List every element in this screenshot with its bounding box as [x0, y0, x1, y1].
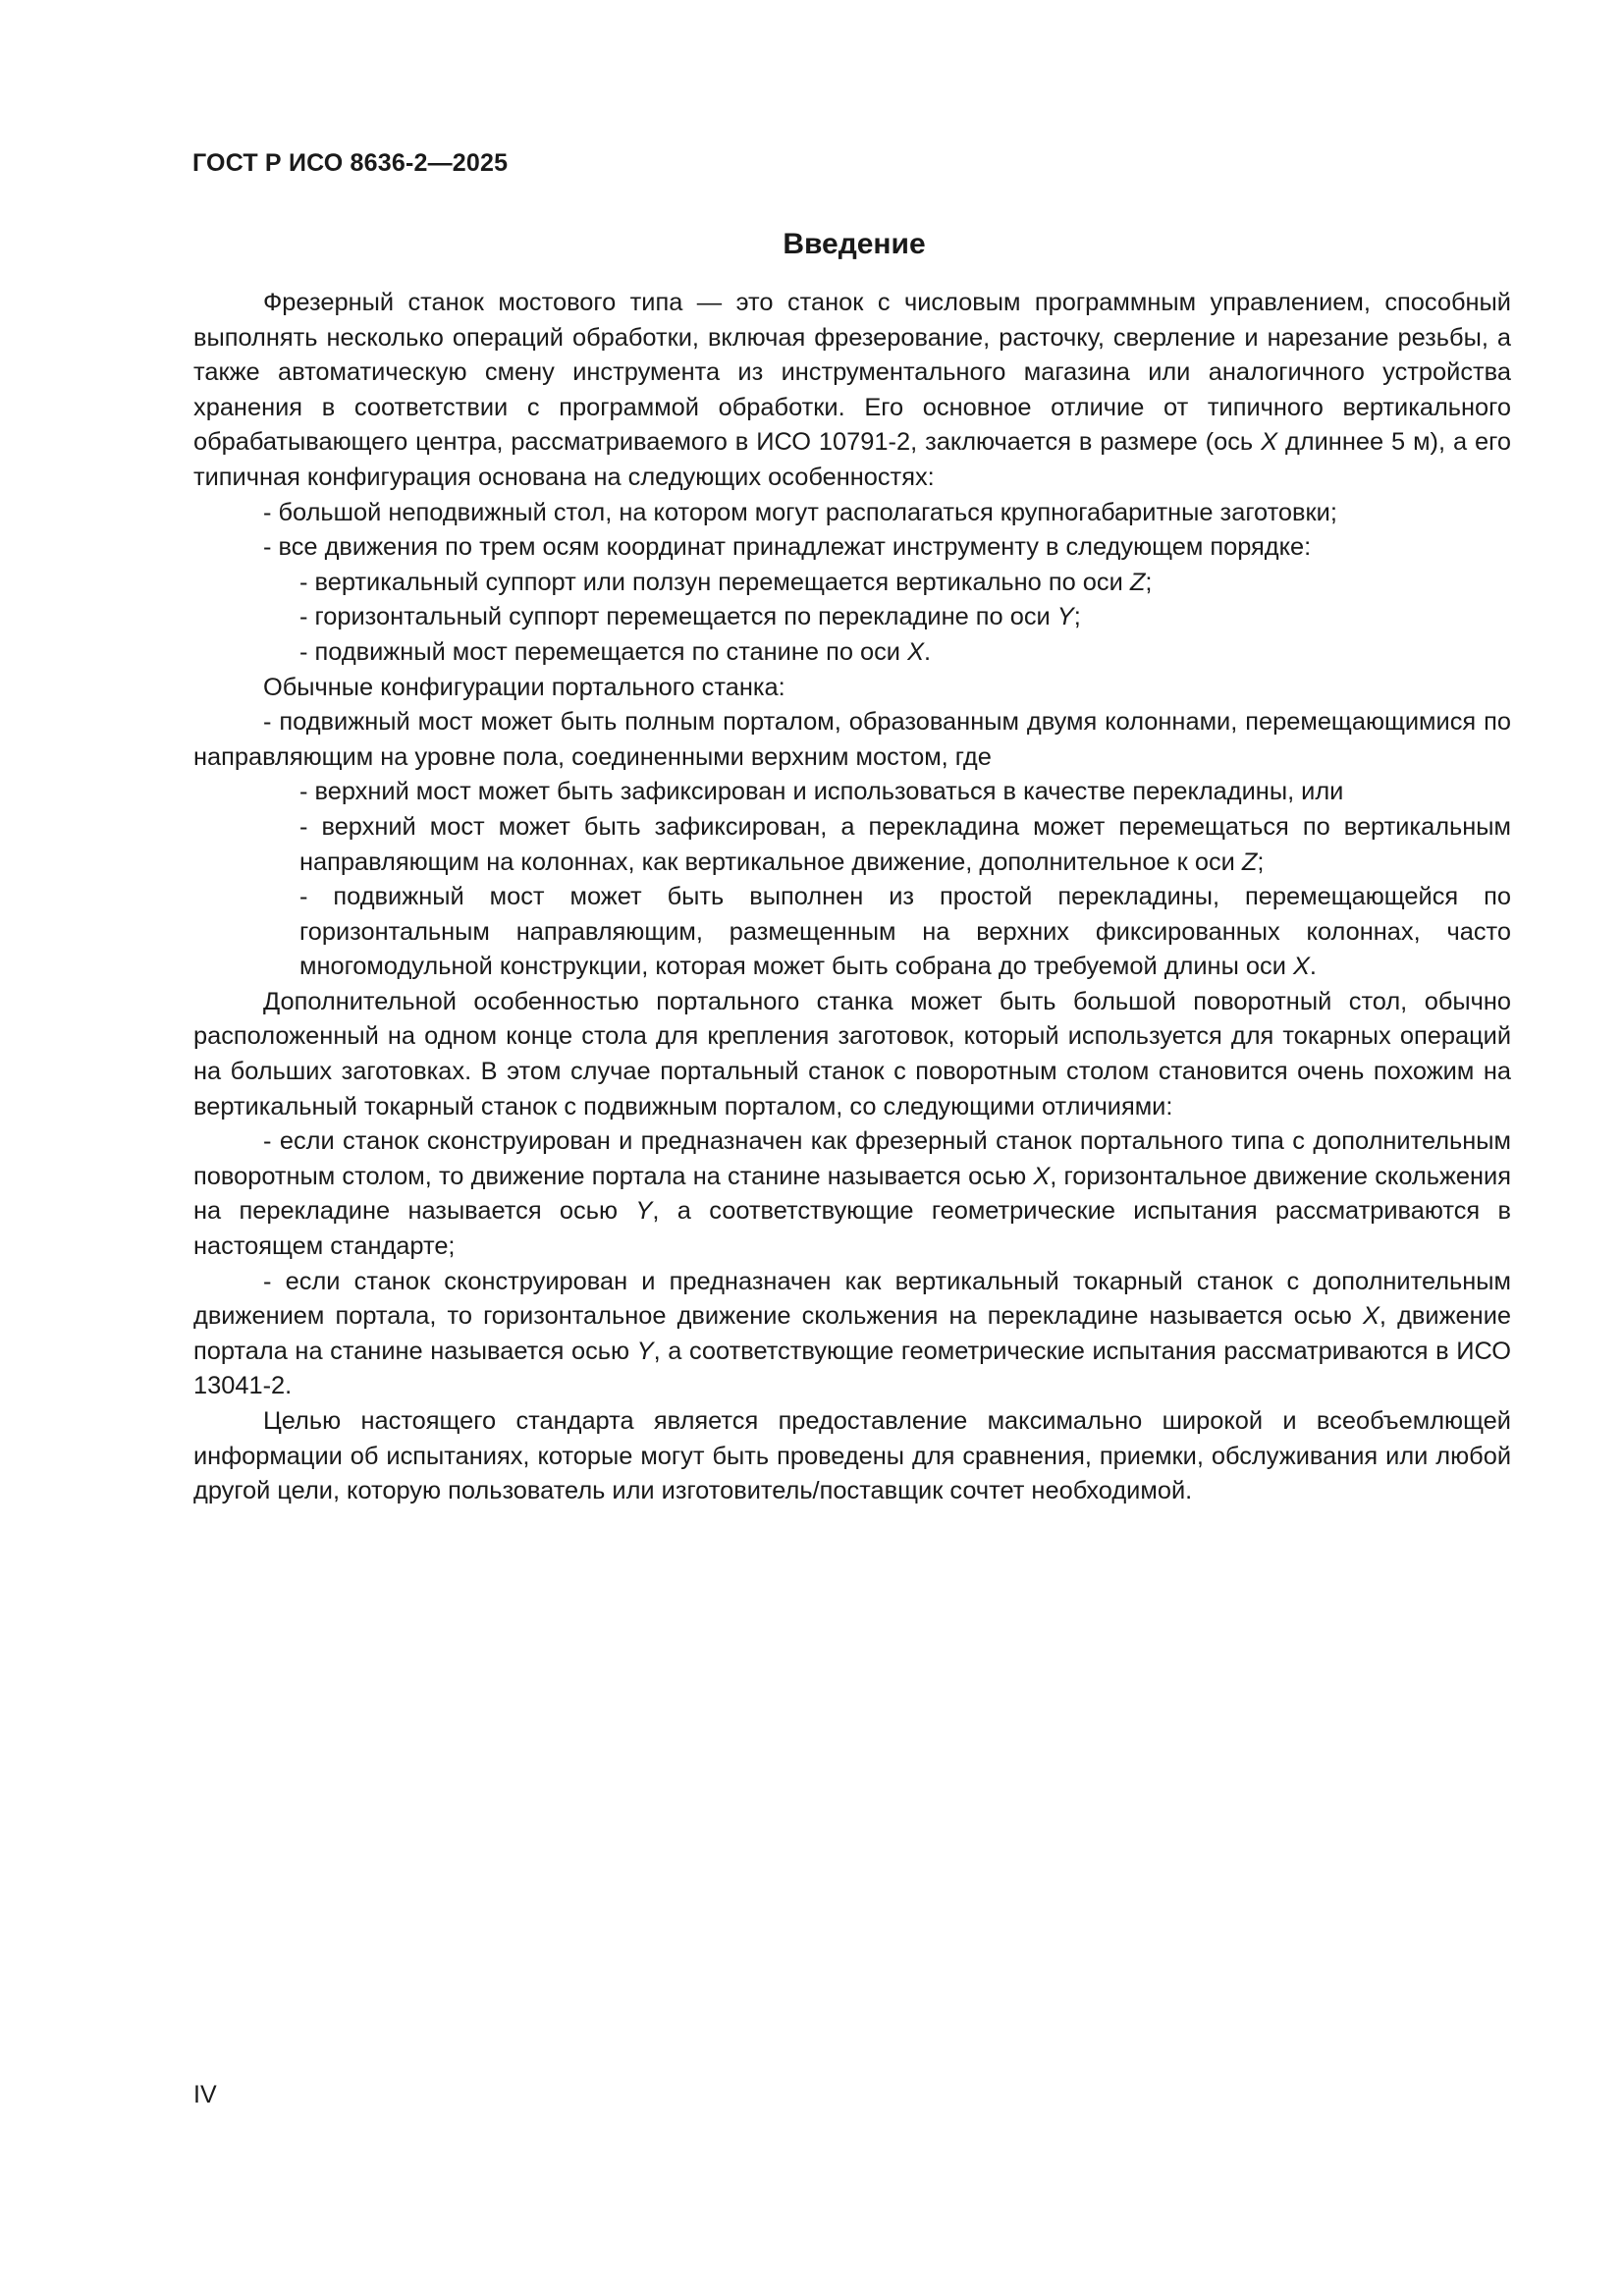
section-title: Введение — [783, 228, 926, 260]
list-item: - верхний мост может быть зафиксирован и использоваться в качестве перекладины, или — [299, 778, 1344, 806]
page-number: IV — [193, 2081, 217, 2108]
paragraph: Обычные конфигурации портального станка: — [263, 673, 785, 701]
list-item: - подвижный мост перемещается по станине по оси X. — [299, 637, 932, 666]
list-item: - если станок сконструирован и предназначен как фрезерный станок портального типа с дополнительным поворотным столом, то движение портала на станине называется осью X, горизонтальное движение скольжения на перекладине называется осью Y, а соответствующие геометрические испытания рассматриваются в настоящем стандарте; — [193, 1127, 1511, 1261]
list-item: - вертикальный суппорт или ползун перемещается вертикально по оси Z; — [299, 568, 1153, 596]
document-code: ГОСТ Р ИСО 8636-2—2025 — [192, 149, 509, 177]
list-item: - подвижный мост может быть выполнен из простой перекладины, перемещающейся по горизонтальным направляющим, размещенным на верхних фиксированных колоннах, часто многомодульной конструкции, которая может быть собрана до требуемой длины оси X. — [299, 883, 1511, 981]
paragraph: Целью настоящего стандарта является предоставление максимально широкой и всеобъемлющей информации об испытаниях, которые могут быть проведены для сравнения, приемки, обслуживания или любой другой цели, которую пользователь или изготовитель/поставщик сочтет необходимой. — [193, 1407, 1511, 1505]
list-item: - подвижный мост может быть полным порталом, образованным двумя колоннами, перемещающимися по направляющим на уровне пола, соединенными верхним мостом, где — [193, 708, 1511, 771]
body-text — [193, 286, 1511, 1509]
paragraph: Дополнительной особенностью портального станка может быть большой поворотный стол, обычно расположенный на одном конце стола для крепления заготовок, который используется для токарных операций на больших заготовках. В этом случае портальный станок с поворотным столом становится очень похожим на вертикальный токарный станок с подвижным порталом, со следующими отличиями: — [193, 987, 1511, 1121]
paragraph: Фрезерный станок мостового типа — это станок с числовым программным управлением, способный выполнять несколько операций обработки, включая фрезерование, расточку, сверление и нарезание резьбы, а также автоматическую смену инструмента из инструментального магазина или аналогичного устройства хранения в соответствии с программой обработки. Его основное отличие от типичного вертикального обрабатывающего центра, рассматриваемого в ИСО 10791-2, заключается в размере (ось X длиннее 5 м), а его типичная конфигурация основана на следующих особенностях: — [193, 289, 1511, 491]
list-item: - горизонтальный суппорт перемещается по перекладине по оси Y; — [299, 603, 1081, 631]
list-item: - верхний мост может быть зафиксирован, а перекладина может перемещаться по вертикальным направляющим на колоннах, как вертикальное движение, дополнительное к оси Z; — [299, 812, 1511, 876]
list-item: - большой неподвижный стол, на котором могут располагаться крупногабаритные заготовки; — [263, 498, 1337, 526]
list-item: - если станок сконструирован и предназначен как вертикальный токарный станок с дополнительным движением портала, то горизонтальное движение скольжения на перекладине называется осью X, движение портала на станине называется осью Y, а соответствующие геометрические испытания рассматриваются в ИСО 13041-2. — [193, 1267, 1511, 1400]
list-item: - все движения по трем осям координат принадлежат инструменту в следующем порядке: — [263, 533, 1312, 562]
